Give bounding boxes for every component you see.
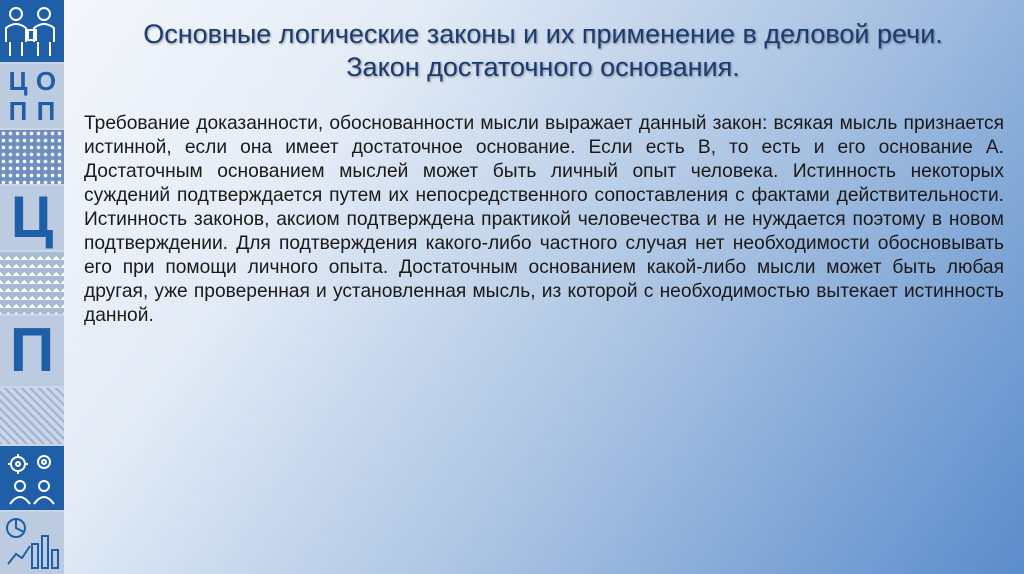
logo-letter: Ц: [8, 66, 28, 96]
charts-icon: [0, 512, 64, 574]
diagonal-pattern-tile: [0, 388, 64, 444]
gears-people-icon: [0, 446, 64, 510]
sidebar-strip: [0, 0, 64, 574]
big-letter: Ц: [10, 186, 54, 250]
logo-letter: П: [8, 96, 28, 126]
title-line-1: Основные логические законы и их применение в деловой речи.: [143, 19, 943, 49]
letter-tile: [0, 316, 64, 386]
letter-tile: [0, 186, 64, 250]
big-letter: П: [9, 316, 55, 385]
title-line-2: Закон достаточного основания.: [346, 52, 740, 82]
triangle-pattern-tile: [0, 252, 64, 314]
dot-pattern-tile: [0, 130, 64, 184]
people-icon: [0, 0, 64, 62]
logo-letter: П: [36, 96, 56, 126]
logo-block: [0, 64, 64, 128]
slide-title: [70, 18, 1016, 84]
logo-letter: О: [35, 66, 57, 96]
slide-body-text: Требование доказанности, обоснованности мысли выражает данный закон: всякая мысль признается истинной, если она имеет достаточное основание. Если есть В, то есть и его основание А. Достаточным основанием мыслей может быть личный опыт человека. Истинность некоторых суждений подтверждается путем их непосредственного сопоставления с фактами действительности. Истинность законов, аксиом подтверждена практикой человечества и не нуждается поэтому в новом подтверждении. Для подтверждения какого-либо частного случая нет необходимости обосновывать его при помощи личного опыта. Достаточным основанием какой-либо мысли может быть любая другая, уже проверенная и установленная мысль, из которой с необходимостью вытекает истинность данной.: [84, 113, 1004, 326]
